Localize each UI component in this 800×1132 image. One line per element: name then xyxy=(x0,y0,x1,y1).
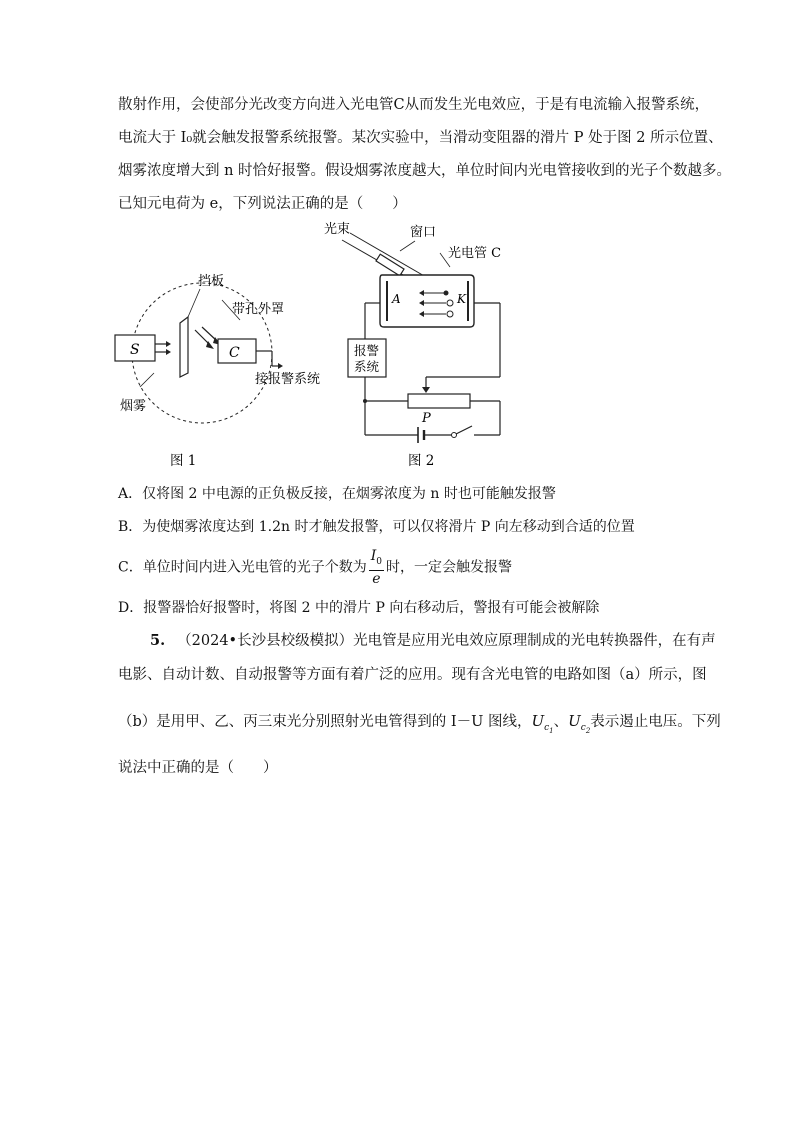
paragraph-line-2: 电流大于 I₀就会触发报警系统报警。某次实验中，当滑动变阻器的滑片 P 处于图 2 所示位置、 xyxy=(118,130,723,146)
label-a: A xyxy=(392,292,401,306)
label-k: K xyxy=(457,292,466,306)
label-alarm-1: 报警 xyxy=(354,343,380,358)
question-5-number: 5. xyxy=(150,632,166,649)
paragraph-line-1: 散射作用，会使部分光改变方向进入光电管C从而发生光电效应，于是有电流输入报警系统， xyxy=(118,97,710,113)
label-tube: 光电管 C xyxy=(448,246,502,261)
label-window: 窗口 xyxy=(410,225,437,240)
option-c xyxy=(118,548,512,587)
switch xyxy=(452,433,457,438)
label-alarm-2: 系统 xyxy=(354,359,380,374)
uc2-symbol: $U_{c_2}$ xyxy=(568,712,591,735)
option-a: A．仅将图 2 中电源的正负极反接，在烟雾浓度为 n 时也可能触发报警 xyxy=(118,486,556,502)
label-alarm: 接报警系统 xyxy=(255,372,321,387)
option-c-post: 时，一定会触发报警 xyxy=(385,559,512,576)
label-cover: 带孔外罩 xyxy=(232,302,285,317)
question-5-line-4: 说法中正确的是（ ） xyxy=(118,760,278,776)
paragraph-line-4: 已知元电荷为 e，下列说法正确的是（ ） xyxy=(118,196,407,212)
option-c-pre: C．单位时间内进入光电管的光子个数为 xyxy=(118,559,367,576)
baffle xyxy=(180,317,188,377)
uc1-symbol: $U_{c_1}$ xyxy=(531,712,554,735)
figure-2 xyxy=(320,215,520,475)
label-beam: 光束 xyxy=(324,222,351,237)
option-b: B．为使烟雾浓度达到 1.2n 时才触发报警，可以仅将滑片 P 向左移动到合适的位置 xyxy=(118,519,635,535)
figure-1 xyxy=(110,265,340,475)
label-c: C xyxy=(229,345,240,361)
paragraph-line-3: 烟雾浓度增大到 n 时恰好报警。假设烟雾浓度越大，单位时间内光电管接收到的光子个数越多。 xyxy=(118,163,732,179)
label-p: P xyxy=(422,411,431,426)
question-5-line-1: 5. （2024•长沙县校级模拟）光电管是应用光电效应原理制成的光电转换器件，在有声 xyxy=(150,632,716,649)
fraction-i0-over-e: $\frac{I_0}{e}$ xyxy=(370,548,382,587)
rheostat xyxy=(408,394,470,408)
question-5-line-3: （b）是用甲、乙、丙三束光分别照射光电管得到的 I－U 图线，$U_{c_1}$、$U_{c_2}$表示遏止电压。下列 xyxy=(118,712,721,735)
window xyxy=(376,254,404,276)
label-s: S xyxy=(130,342,140,358)
option-d: D．报警器恰好报警时，将图 2 中的滑片 P 向右移动后，警报有可能会被解除 xyxy=(118,600,600,616)
figure-2-caption: 图 2 xyxy=(408,453,435,469)
label-baffle: 挡板 xyxy=(198,274,225,289)
figure-1-caption: 图 1 xyxy=(170,453,197,469)
label-smoke: 烟雾 xyxy=(120,399,147,414)
question-5-line-2: 电影、自动计数、自动报警等方面有着广泛的应用。现有含光电管的电路如图（a）所示，图 xyxy=(118,667,707,683)
